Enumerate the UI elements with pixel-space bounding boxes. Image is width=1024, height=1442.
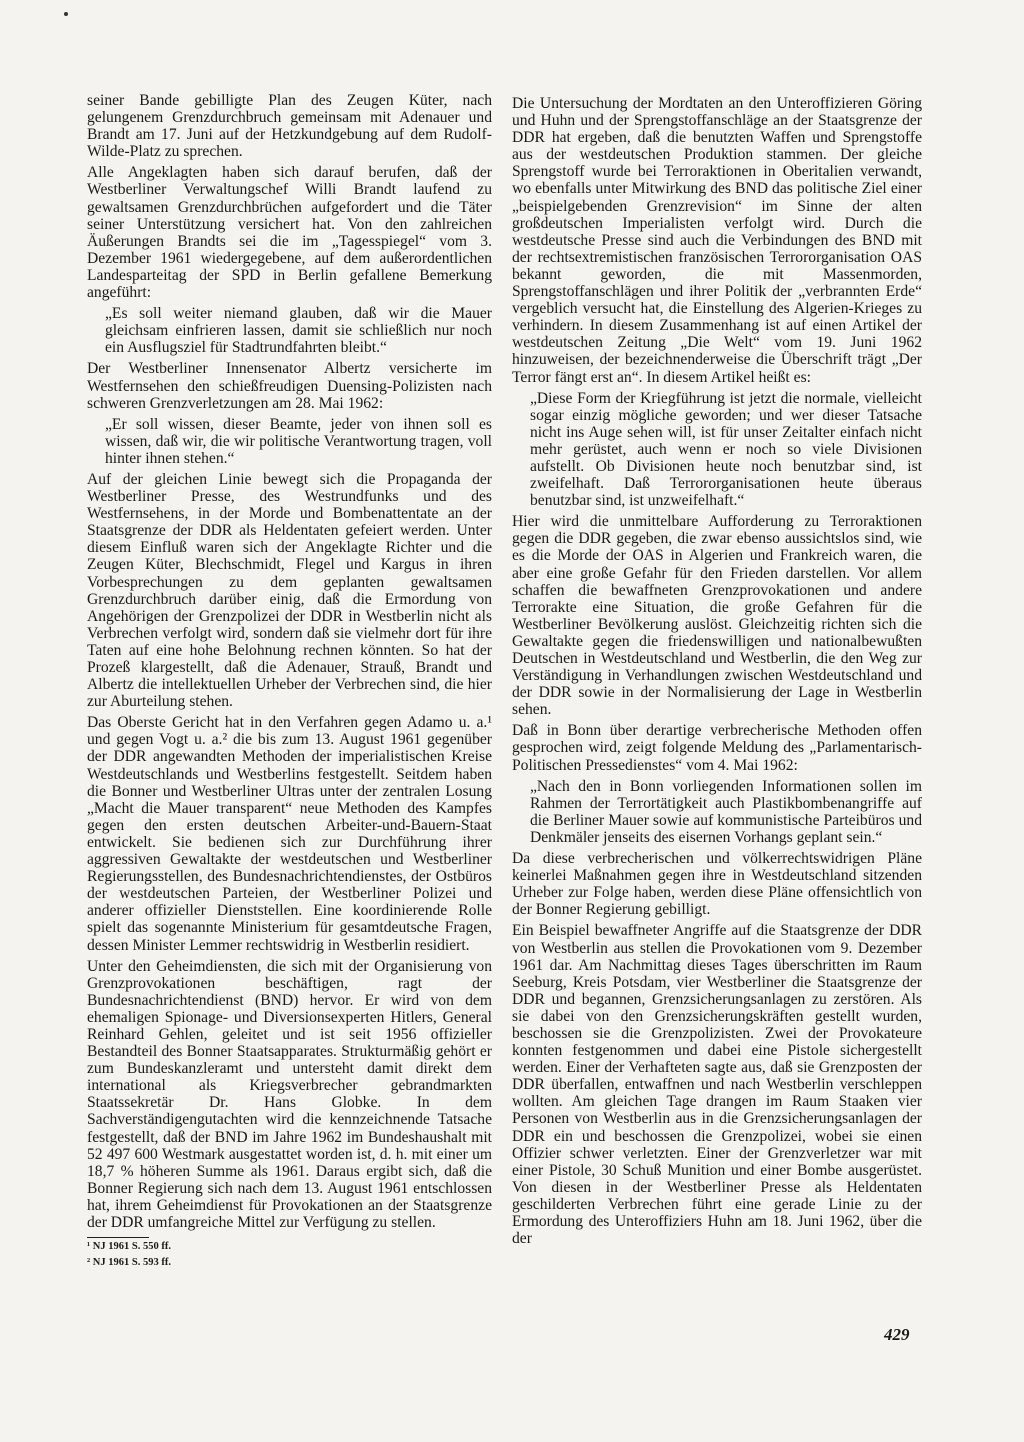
paragraph: Ein Beispiel bewaffneter Angriffe auf die Staatsgrenze der DDR von Westberlin aus stellen die Provokationen vom 9. Dezember 1961 dar. Am Nachmittag dieses Tages überschritten im Raum Seeburg, Kreis Potsdam, vier Westberliner die Staatsgrenze der DDR und begannen, Grenzsicherungsanlagen zu zerstören. Als sie dabei von den Grenzsicherungskräften gestellt wurden, beschossen sie die Grenzpolizisten. Zwei der Provokateure konnten festgenommen und dabei eine Pistole sichergestellt werden. Einer der Verhafteten sagte aus, daß sie Grenzposten der DDR überfallen, entwaffnen und nach Westberlin verschleppen wollten. Am gleichen Tage drangen im Raum Staaken vier Personen von Westberlin aus in die Grenzsicherungsanlagen der DDR ein und beschossen die Grenzpolizei, wobei sie einen Offizier schwer verletzten. Einer der Grenzverletzer war mit einer Pistole, 30 Schuß Munition und einer Bombe ausgerüstet. Von diesen in der Westberliner Presse als Heldentaten geschilderten Verbrechen führt eine gerade Linie zu der Ermordung des Unteroffiziers Huhn am 18. Juni 1962, über die der [512,922,922,1248]
paragraph: Der Westberliner Innensenator Albertz versicherte im Westfernsehen den schießfreudigen Duensing-Polizisten nach schweren Grenzverletzungen am 28. Mai 1962: [87,360,492,412]
block-quote: „Diese Form der Kriegführung ist jetzt die normale, vielleicht sogar einzig mögliche geworden; und wer dieser Tatsache nicht ins Auge sehen will, ist für unser Zeitalter einfach nicht mehr gerüstet, auch wenn er noch so viele Divisionen aufstellt. Ob Divisionen heute noch benutzbar sind, ist zweifelhaft. Daß Terrororganisationen heute überaus benutzbar sind, ist unzweifelhaft.“ [530,389,922,510]
left-column [87,92,492,1273]
right-column [512,95,922,1251]
footnote: ¹ NJ 1961 S. 550 ff. [87,1241,171,1253]
scan-mark [64,12,68,16]
block-quote: „Er soll wissen, dieser Beamte, jeder von ihnen soll es wissen, daß wir, die wir politische Verantwortung tragen, voll hinter ihnen stehen.“ [105,415,492,467]
paragraph: Auf der gleichen Linie bewegt sich die Propaganda der Westberliner Presse, des Westrundfunks und des Westfernsehens, in der Morde und Bombenattentate an der Staatsgrenze der DDR als Heldentaten gefeiert werden. Unter diesem Einfluß waren sich der Angeklagte Richter und die Zeugen Küter, Blechschmidt, Flegel und Kargus in ihren Vorbesprechungen zu dem geplanten gewaltsamen Grenzdurchbruch darüber einig, daß die Ermordung von Angehörigen der Grenzpolizei der DDR in Westberlin nicht als Verbrechen verfolgt wird, sondern daß sie vielmehr dort für ihre Taten auf eine hohe Belohnung rechnen könnten. So hat der Prozeß klargestellt, daß die Adenauer, Strauß, Brandt und Albertz die intellektuellen Urheber der Verbrechen sind, die hier zur Aburteilung stehen. [87,470,492,711]
paragraph: Das Oberste Gericht hat in den Verfahren gegen Adamo u. a.¹ und gegen Vogt u. a.² die bis zum 13. August 1961 gegenüber der DDR angewandten Methoden der imperialistischen Kreise Westdeutschlands und Westberlins festgestellt. Seitdem haben die Bonner und Westberliner Ultras unter der zentralen Losung „Macht die Mauer transparent“ neue Methoden des Kampfes gegen den ersten deutschen Arbeiter-und-Bauern-Staat entwickelt. Sie bedienen sich zur Durchführung ihrer aggressiven Gewaltakte der westdeutschen und Westberliner Regierungsstellen, des Bundesnachrichtendienstes, der Ostbüros der westdeutschen Parteien, der Westberliner Polizei und anderer offizieller Dienststellen. Eine koordinierende Rolle spielt das sogenannte Ministerium für gesamtdeutsche Fragen, dessen Minister Lemmer rechtswidrig in Westberlin residiert. [87,714,492,954]
paragraph: Unter den Geheimdiensten, die sich mit der Organisierung von Grenzprovokationen beschäftigen, ragt der Bundesnachrichtendienst (BND) hervor. Er wird von dem ehemaligen Spionage- und Diversionsexperten Hitlers, General Reinhard Gehlen, geleitet und ist seit 1956 offizieller Bestandteil des Bonner Staatsapparates. Strukturmäßig gehört er zum Bundeskanzleramt und untersteht damit direkt dem international als Kriegsverbrecher gebrandmarkten Staatssekretär Dr. Hans Globke. In dem Sachverständigengutachten wird die kennzeichnende Tatsache festgestellt, daß der BND im Jahre 1962 im Bundeshaushalt mit 52 497 600 Westmark ausgestattet worden ist, d. h. mit einer um 18,7 % höheren Summe als 1961. Daraus ergibt sich, daß die Bonner Regierung sich nach dem 13. August 1961 entschlossen hat, ihrem Geheimdienst für Provokationen an der Staatsgrenze der DDR umfangreiche Mittel zur Verfügung zu stellen. [87,957,492,1231]
page-number: 429 [884,1325,910,1344]
paragraph: seiner Bande gebilligte Plan des Zeugen Küter, nach gelungenem Grenzdurchbruch gemeinsam mit Adenauer und Brandt am 17. Juni auf der Hetzkundgebung auf dem Rudolf-Wilde-Platz zu sprechen. [87,92,492,161]
footnote: ² NJ 1961 S. 593 ff. [87,1257,171,1269]
paragraph: Da diese verbrecherischen und völkerrechtswidrigen Pläne keinerlei Maßnahmen gegen ihre in Westdeutschland sitzenden Urheber zur Folge haben, werden diese Pläne offensichtlich von der Bonner Regierung gebilligt. [512,850,922,919]
paragraph: Hier wird die unmittelbare Aufforderung zu Terroraktionen gegen die DDR gegeben, die zwar ebenso aussichtslos sind, wie es die Morde der OAS in Algerien und Frankreich waren, die aber eine große Gefahr für den Frieden darstellen. Vor allem schaffen die bewaffneten Grenzprovokationen und andere Terrorakte eine Situation, die große Gefahren für die Westberliner Bevölkerung auslöst. Gleichzeitig richten sich die Gewaltakte gegen die friedenswilligen und nationalbewußten Deutschen in Westdeutschland und Westberlin, die den Weg zur Verständigung in Verhandlungen zwischen Westdeutschland und der DDR sowie in der Normalisierung der Lage in Westberlin sehen. [512,513,922,719]
block-quote: „Es soll weiter niemand glauben, daß wir die Mauer gleichsam einfrieren lassen, damit sie schließlich nur noch ein Ausflugsziel für Stadtrundfahrten bleibt.“ [105,305,492,357]
paragraph: Daß in Bonn über derartige verbrecherische Methoden offen gesprochen wird, zeigt folgende Meldung des „Parlamentarisch-Politischen Pressedienstes“ vom 4. Mai 1962: [512,722,922,774]
paragraph: Alle Angeklagten haben sich darauf berufen, daß der Westberliner Verwaltungschef Willi Brandt laufend zu gewaltsamen Grenzdurchbrüchen aufgefordert und die Täter seiner Unterstützung versichert hat. Von den zahlreichen Äußerungen Brandts sei die im „Tagesspiegel“ vom 3. Dezember 1961 wiedergegebene, auf dem außerordentlichen Landesparteitag der SPD in Berlin gefallene Bemerkung angeführt: [87,164,492,302]
footnote-rule [87,1237,149,1238]
paragraph: Die Untersuchung der Mordtaten an den Unteroffizieren Göring und Huhn und der Sprengstoffanschläge an der Staatsgrenze der DDR hat ergeben, daß die benutzten Waffen und Sprengstoffe aus der westdeutschen Produktion stammen. Der gleiche Sprengstoff wurde bei Terroraktionen in Oberitalien verwandt, wo ebenfalls unter Mitwirkung des BND das politische Ziel einer „beispielgebenden Grenzrevision“ im Sinne der alten großdeutschen Imperialisten verfolgt wird. Durch die westdeutsche Presse sind auch die Verbindungen des BND mit der rechtsextremistischen französischen Terrororganisation OAS bekannt geworden, die mit Massenmorden, Sprengstoffanschlägen und ihrer Politik der „verbrannten Erde“ vergeblich versucht hat, die Einstellung des Algerien-Krieges zu verhindern. In diesem Zusammenhang ist auf einen Artikel der westdeutschen Zeitung „Die Welt“ vom 19. Juni 1962 hinzuweisen, der bezeichnenderweise die Überschrift trägt „Der Terror fängt erst an“. In diesem Artikel heißt es: [512,95,922,386]
block-quote: „Nach den in Bonn vorliegenden Informationen sollen im Rahmen der Terrortätigkeit auch Plastikbombenangriffe auf die Berliner Mauer sowie auf kommunistische Parteibüros und Denkmäler jenseits des eisernen Vorhangs geplant sein.“ [530,777,922,846]
